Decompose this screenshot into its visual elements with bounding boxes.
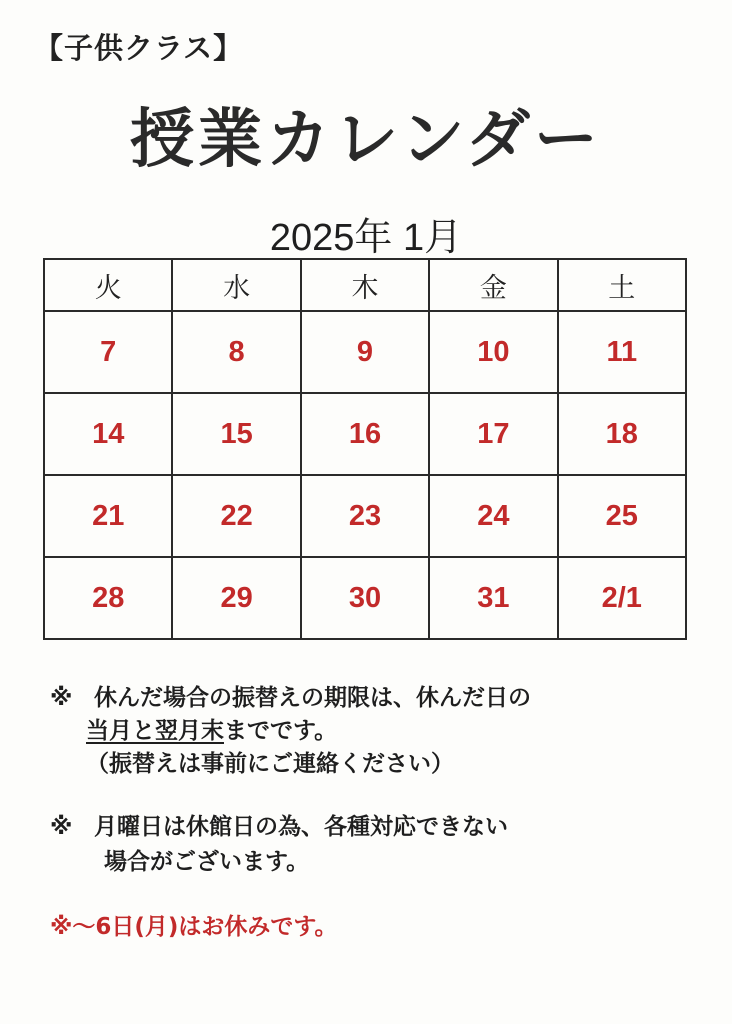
weekday-fri: 金 [429, 259, 557, 311]
calendar-day-cell: 30 [301, 557, 429, 639]
class-label: 【子供クラス】 [34, 31, 244, 65]
closure-note-line2 [104, 843, 309, 876]
note-mark: ※ [50, 685, 73, 711]
calendar-day-cell: 8 [172, 311, 300, 393]
calendar-day-cell: 22 [172, 475, 300, 557]
calendar-week-row [44, 393, 686, 475]
weekday-wed: 水 [172, 259, 300, 311]
calendar-day-cell: 23 [301, 475, 429, 557]
calendar-week-row [44, 311, 686, 393]
calendar-day-cell: 31 [429, 557, 557, 639]
calendar-day-cell: 2/1 [558, 557, 686, 639]
makeup-note-text: までです。 [224, 718, 338, 744]
makeup-deadline-emphasis: 当月と翌月末 [86, 718, 224, 744]
closure-note-text: 月曜日は休館日の為、各種対応できない [94, 814, 508, 840]
lesson-calendar [43, 258, 687, 640]
calendar-day-cell: 16 [301, 393, 429, 475]
calendar-day-cell: 29 [172, 557, 300, 639]
weekday-tue: 火 [44, 259, 172, 311]
calendar-day-cell: 11 [558, 311, 686, 393]
makeup-note-line3 [86, 745, 454, 778]
makeup-contact-note: （振替えは事前にご連絡ください） [86, 751, 454, 777]
holiday-notice: ※～6日(月)はお休みです。 [50, 914, 338, 940]
closure-note-line1 [50, 808, 508, 841]
calendar-day-cell: 28 [44, 557, 172, 639]
calendar-day-cell: 10 [429, 311, 557, 393]
weekday-thu: 木 [301, 259, 429, 311]
calendar-week-row [44, 475, 686, 557]
calendar-week-row [44, 557, 686, 639]
calendar-day-cell: 17 [429, 393, 557, 475]
calendar-day-cell: 7 [44, 311, 172, 393]
page-title: 授業カレンダー [130, 103, 602, 177]
calendar-day-cell: 9 [301, 311, 429, 393]
weekday-sat: 土 [558, 259, 686, 311]
closure-note-text: 場合がございます。 [104, 849, 310, 875]
month-heading: 2025年 1月 [269, 217, 463, 259]
makeup-note-text: 休んだ場合の振替えの期限は、休んだ日の [94, 685, 531, 711]
calendar-day-cell: 21 [44, 475, 172, 557]
calendar-day-cell: 14 [44, 393, 172, 475]
makeup-note-line2 [86, 712, 337, 745]
calendar-day-cell: 24 [429, 475, 557, 557]
calendar-day-cell: 15 [172, 393, 300, 475]
calendar-day-cell: 18 [558, 393, 686, 475]
calendar-day-cell: 25 [558, 475, 686, 557]
makeup-note-line1 [50, 679, 531, 712]
weekday-header-row [44, 259, 686, 311]
note-mark: ※ [50, 814, 73, 840]
